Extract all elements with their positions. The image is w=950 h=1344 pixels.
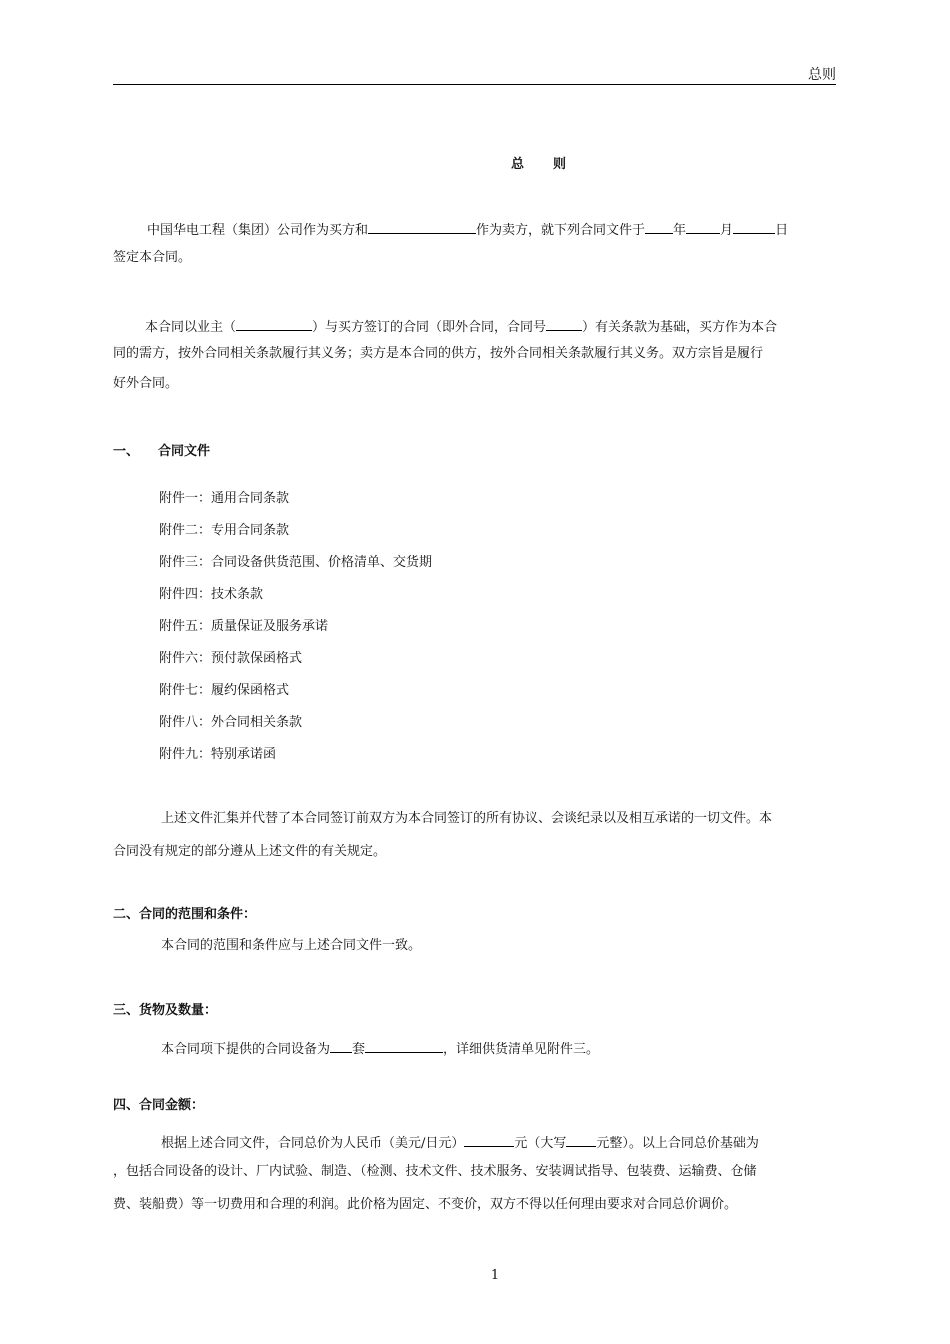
section-4-line-3: 费、装船费）等一切费用和合理的利润。此价格为固定、不变价，双方不得以任何理由要求对合同总价调价。: [113, 1197, 738, 1212]
section-2-body: 本合同的范围和条件应与上述合同文件一致。: [161, 938, 422, 953]
attachment-item-6: 附件六：预付款保函格式: [159, 651, 303, 666]
attachment-item-3: 附件三：合同设备供货范围、价格清单、交货期: [159, 555, 433, 570]
document-title: 总 则: [510, 157, 567, 172]
intro-text: 本合同以业主（: [145, 320, 237, 335]
contract-number-blank: [546, 316, 582, 331]
equipment-blank: [365, 1038, 443, 1053]
attachment-item-4: 附件四：技术条款: [159, 587, 264, 602]
section-4-text: 根据上述合同文件，合同总价为人民币（美元/日元）: [161, 1136, 465, 1151]
section-4-line-1: [161, 1132, 759, 1153]
intro-text: 日: [775, 223, 789, 238]
attachment-item-7: 附件七：履约保函格式: [159, 683, 290, 698]
attachment-item-1: 附件一：通用合同条款: [159, 491, 290, 506]
page-number: 1: [490, 1268, 500, 1283]
amount-blank: [464, 1132, 514, 1147]
attachment-item-8: 附件八：外合同相关条款: [159, 715, 303, 730]
amount-in-words-blank: [566, 1132, 596, 1147]
section-4-line-2: ，包括合同设备的设计、厂内试验、制造、（检测、技术文件、技术服务、安装调试指导、包装费、运输费、仓储: [113, 1164, 757, 1179]
section-1-paragraph-line-1: 上述文件汇集并代替了本合同签订前双方为本合同签订的所有协议、会谈纪录以及相互承诺的一切文件。本: [161, 811, 773, 826]
section-3-body: [161, 1038, 599, 1059]
section-3-text: ，详细供货清单见附件三。: [443, 1042, 600, 1057]
seller-blank: [368, 219, 476, 234]
section-1-title: 合同文件: [158, 444, 211, 459]
month-blank: [686, 219, 720, 234]
section-2-heading: 二、合同的范围和条件：: [113, 907, 257, 922]
section-3-text: 本合同项下提供的合同设备为: [161, 1042, 331, 1057]
intro-text: ）与买方签订的合同（即外合同，合同号: [312, 320, 547, 335]
section-4-text: 元整）。以上合同总价基础为: [596, 1136, 759, 1151]
section-1-paragraph-line-2: 合同没有规定的部分遵从上述文件的有关规定。: [113, 844, 387, 859]
attachment-item-2: 附件二：专用合同条款: [159, 523, 290, 538]
attachment-item-5: 附件五：质量保证及服务承诺: [159, 619, 329, 634]
intro-text: 作为卖方，就下列合同文件于: [476, 223, 646, 238]
section-1-number: 一、: [113, 444, 140, 459]
owner-blank: [236, 316, 312, 331]
section-3-text: 套: [352, 1042, 366, 1057]
intro-paragraph-2-line-1: [145, 316, 777, 337]
intro-paragraph-1-line-1: [147, 219, 788, 240]
attachment-item-9: 附件九：特别承诺函: [159, 747, 277, 762]
intro-paragraph-2-line-2: 同的需方，按外合同相关条款履行其义务；卖方是本合同的供方，按外合同相关条款履行其义务。双方宗旨是履行: [113, 346, 764, 361]
intro-text: 中国华电工程（集团）公司作为买方和: [147, 223, 369, 238]
intro-paragraph-2-line-3: 好外合同。: [113, 376, 179, 391]
page-header: [113, 62, 836, 85]
section-3-heading: 三、货物及数量：: [113, 1003, 218, 1018]
section-4-heading: 四、合同金额：: [113, 1098, 205, 1113]
intro-paragraph-1-line-2: 签定本合同。: [113, 250, 192, 265]
day-blank: [733, 219, 775, 234]
intro-text: 年: [673, 223, 687, 238]
quantity-blank: [330, 1038, 352, 1053]
section-4-text: 元（大写: [514, 1136, 567, 1151]
header-text: 总则: [808, 67, 836, 83]
year-blank: [645, 219, 673, 234]
intro-text: ）有关条款为基础，买方作为本合: [582, 320, 778, 335]
intro-text: 月: [720, 223, 734, 238]
